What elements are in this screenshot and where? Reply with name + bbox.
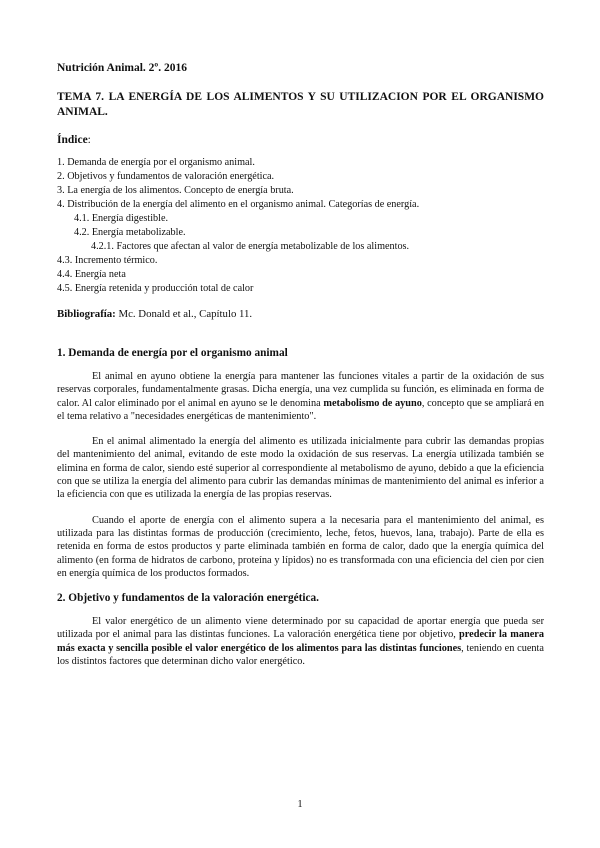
document-page (57, 62, 544, 680)
toc-item: 4.1. Energía digestible. (74, 213, 169, 224)
paragraph-text: El valor energético de un alimento viene determinado por su capacidad de aportar energía que pueda ser utilizada por el animal para las distintas funciones. La valoración energética tiene por objetivo, (57, 616, 544, 641)
paragraph-text: El animal en ayuno obtiene la energía para mantener las funciones vitales a partir de la oxidación de sus reservas corporales, fundamentalmente grasas. Dicha energía, una vez cumplida su función, es eliminada en forma de calor. Al calor eliminado por el animal en ayuno se le denomina (57, 371, 544, 409)
toc-item: 4. Distribución de la energía del alimento en el organismo animal. Categorías de energía. (57, 199, 420, 210)
paragraph-text: , concepto que se ampliará en el tema relativo a "necesidades energéticas de mantenimiento". (57, 397, 545, 422)
section-1-paragraph-1 (57, 370, 544, 423)
bibliography-text: Mc. Donald et al., Capítulo 11. (115, 308, 253, 320)
index-heading (57, 134, 544, 146)
bold-term: predecir la manera más exacta y sencilla posible el valor energético de los alimentos para las distintas funciones (57, 629, 544, 654)
bold-term: metabolismo de ayuno (323, 397, 422, 409)
toc-item: 3. La energía de los alimentos. Concepto de energía bruta. (57, 185, 294, 196)
paragraph-text: , teniendo en cuenta los distintos factores que determinan dicho valor energético. (57, 642, 544, 668)
section-2-paragraph-1 (57, 615, 544, 668)
index-label: Índice (57, 134, 88, 146)
bibliography (57, 308, 544, 320)
section-1-paragraph-2: En el animal alimentado la energía del alimento es utilizada inicialmente para cubrir las demandas propias del mantenimiento del animal, evitando de este modo la oxidación de sus reservas. La energía utilizada también se elimina en forma de calor, siendo esté superior al correspondiente al metabolismo de ayuno, debido a que la eficiencia con que se utiliza la energía del alimento para cubrir las demandas mínimas de mantenimiento del animal es inferior a la eficiencia con que es utilizada la energía de las propias reservas. (57, 436, 544, 501)
section-1-heading: 1. Demanda de energía por el organismo animal (57, 347, 288, 359)
page-number: 1 (297, 799, 303, 810)
bibliography-label: Bibliografía: (57, 308, 116, 320)
toc-item: 4.2.1. Factores que afectan al valor de energía metabolizable de los alimentos. (91, 241, 410, 252)
toc-item: 4.5. Energía retenida y producción total de calor (57, 283, 254, 294)
toc-item: 4.3. Incremento térmico. (57, 255, 158, 266)
toc-item: 1. Demanda de energía por el organismo animal. (57, 157, 255, 168)
section-2-heading: 2. Objetivo y fundamentos de la valoración energética. (57, 592, 319, 605)
index-colon: : (87, 134, 91, 146)
section-1-paragraph-3: Cuando el aporte de energía con el alimento supera a la necesaria para el mantenimiento del animal, es utilizada para las distintas formas de producción (crecimiento, leche, fetos, huevos, lana, trabajo). Parte de ella es retenida en forma de estos productos y parte eliminada también en forma de calor, dado que la energía química del alimento (en forma de hidratos de carbono, proteína y lípidos) no es transformada con una eficiencia del cien por cien en energía química de los productos formados. (57, 514, 544, 579)
table-of-contents (57, 156, 544, 296)
topic-title: TEMA 7. LA ENERGÍA DE LOS ALIMENTOS Y SU UTILIZACION POR EL ORGANISMO ANIMAL. (57, 91, 544, 118)
course-header: Nutrición Animal. 2º. 2016 (57, 62, 187, 74)
toc-item: 2. Objetivos y fundamentos de valoración energética. (57, 171, 275, 182)
toc-item: 4.2. Energía metabolizable. (74, 227, 186, 238)
toc-item: 4.4. Energía neta (57, 269, 126, 280)
